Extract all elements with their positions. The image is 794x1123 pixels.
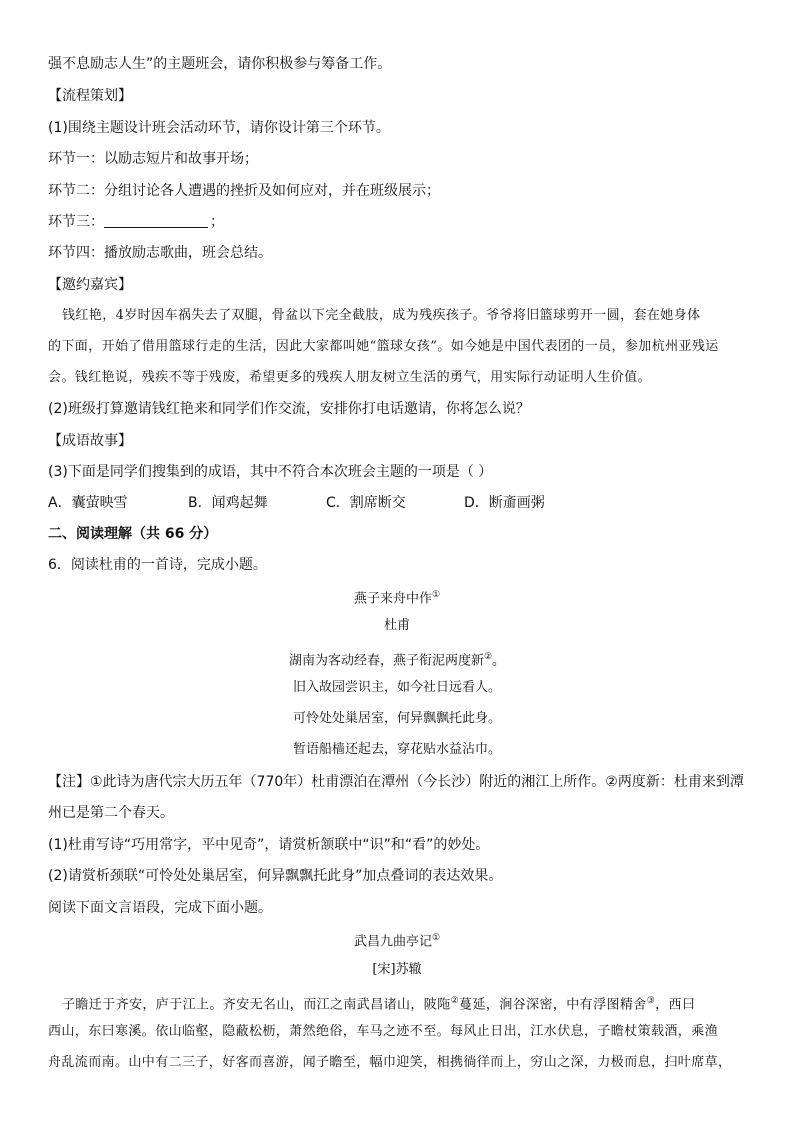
step-three-suffix: ；	[210, 214, 224, 230]
option-a[interactable]: A．囊萤映雪	[48, 495, 128, 511]
step-one: 环节一：以励志短片和故事开场；	[48, 151, 258, 167]
poem-note: 【注】①此诗为唐代宗大历五年（770年）杜甫漂泊在潭州（今长沙）附近的湘江上所作。②两度新：杜甫来到潭	[48, 774, 744, 790]
section-heading-idiom: 【成语故事】	[48, 433, 132, 449]
question-6-1: (1)杜甫写诗“巧用常字，平中见奇”，请赏析颔联中“识”和“看”的妙处。	[48, 837, 490, 853]
prose-author: [宋]苏辙	[372, 962, 422, 977]
poem-title: 燕子来舟中作①	[353, 590, 441, 607]
step-three-label: 环节三：	[48, 214, 104, 230]
step-four: 环节四：播放励志歌曲，班会总结。	[48, 245, 272, 261]
poem-line: 暂语船樯还起去，穿花贴水益沾巾。	[292, 742, 501, 757]
guest-paragraph-line: 会。钱红艳说，残疾不等于残废，希望更多的残疾人朋友树立生活的勇气，用实际行动证明人生价值。	[48, 370, 652, 385]
poem-line: 可怜处处巢居室，何异飘飘托此身。	[292, 711, 501, 726]
option-c[interactable]: C．割席断交	[326, 495, 406, 511]
prose-line: 子瞻迁于齐安，庐于江上。齐安无名山，而江之南武昌诸山，陂陁②蔓延，涧谷深密，中有浮图精舍③，西曰	[62, 996, 696, 1013]
guest-paragraph-line: 的下面，开始了借用篮球行走的生活，因此大家都叫她“篮球女孩”。如今她是中国代表团的一员，参加杭州亚残运	[48, 339, 719, 354]
prose-line: 西山，东曰寒溪。依山临壑，隐蔽松枥，萧然绝俗，车马之迹不至。每风止日出，江水伏息，子瞻杖策载酒，乘渔	[48, 1024, 719, 1039]
option-b[interactable]: B．闻鸡起舞	[188, 495, 268, 511]
guest-paragraph-line: 钱红艳，4岁时因车祸失去了双腿，骨盆以下完全截肢，成为残疾孩子。爷爷将旧篮球剪开一圆，套在她身体	[62, 308, 701, 323]
step-two: 环节二：分组讨论各人遭遇的挫折及如何应对，并在班级展示；	[48, 183, 440, 199]
section-title-reading: 二、阅读理解（共 66 分）	[48, 526, 218, 542]
question-3-3: (3)下面是同学们搜集到的成语，其中不符合本次班会主题的一项是（ ）	[48, 464, 493, 480]
poem-note: 州已是第二个春天。	[48, 805, 174, 821]
poem-line: 湖南为客动经春，燕子衔泥两度新②。	[288, 652, 506, 669]
step-three	[48, 212, 224, 232]
option-d[interactable]: D．断齑画粥	[464, 495, 545, 511]
poem-line: 旧入故园尝识主，如今社日远看人。	[292, 680, 501, 695]
text-line: 强不息励志人生”的主题班会，请你积极参与筹备工作。	[48, 56, 392, 72]
question-3-1: (1)围绕主题设计班会活动环节，请你设计第三个环节。	[48, 120, 390, 136]
question-6-2: (2)请赏析颈联“可怜处处巢居室，何异飘飘托此身”加点叠词的表达效果。	[48, 868, 503, 884]
poem-author: 杜甫	[383, 618, 410, 633]
prose-line: 舟乱流而南。山中有二三子，好客而喜游，闻子瞻至，幅巾迎笑，相携徜徉而上，穷山之深，力极而息，扫叶席草，	[48, 1055, 732, 1070]
question-7: 阅读下面文言语段，完成下面小题。	[48, 900, 272, 916]
section-heading-process: 【流程策划】	[48, 88, 132, 104]
answer-blank[interactable]	[104, 213, 208, 228]
prose-title: 武昌九曲亭记①	[353, 933, 441, 950]
question-6: 6．阅读杜甫的一首诗，完成小题。	[48, 557, 267, 573]
section-heading-guest: 【邀约嘉宾】	[48, 277, 132, 293]
question-3-2: (2)班级打算邀请钱红艳来和同学们作交流，安排你打电话邀请，你将怎么说？	[48, 401, 530, 417]
